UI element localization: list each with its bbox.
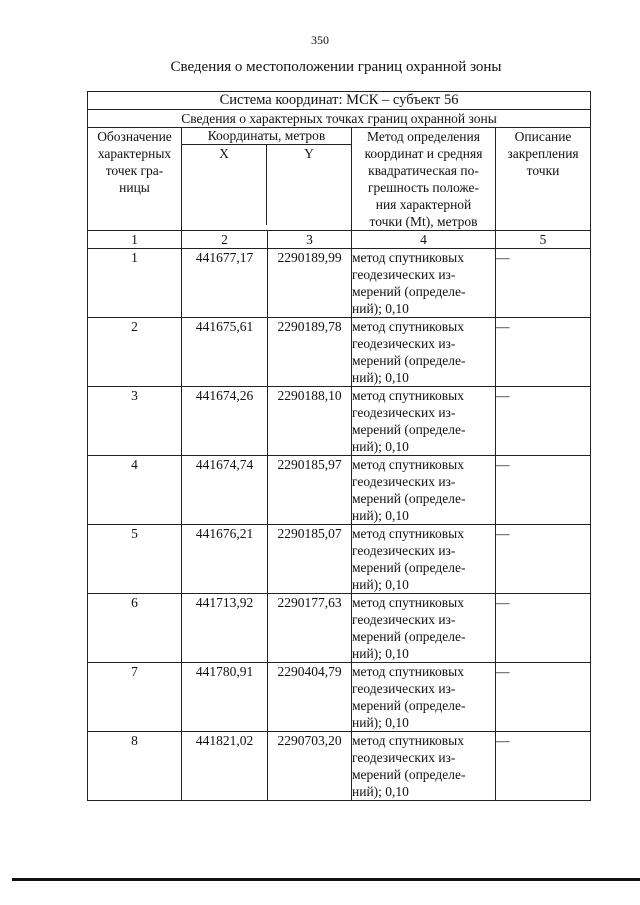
points-info-row [88,110,591,128]
method-header-line: квадратическая по- [368,163,479,178]
point-number-cell: 7 [88,663,182,732]
method-line: геодезических из- [352,750,456,765]
y-coordinate-cell: 2290189,99 [268,249,352,318]
description-cell: — [496,318,591,387]
coordinate-system-label: Система координат: МСК – субъект 56 [88,92,591,110]
method-line: мерений (определе- [352,353,466,368]
y-coordinate-cell: 2290404,79 [268,663,352,732]
description-cell: — [496,732,591,801]
method-line: метод спутниковых [352,319,464,334]
y-coordinate-cell: 2290185,07 [268,525,352,594]
x-header: X [182,145,267,225]
x-coordinate-cell: 441674,74 [182,456,268,525]
method-line: ний); 0,10 [352,577,409,592]
points-info-label: Сведения о характерных точках границ охранной зоны [88,110,591,128]
y-coordinate-cell: 2290185,97 [268,456,352,525]
description-cell: — [496,525,591,594]
method-header [352,128,496,231]
point-number-cell: 6 [88,594,182,663]
x-coordinate-cell: 441674,26 [182,387,268,456]
y-header: Y [304,146,314,161]
method-line: геодезических из- [352,405,456,420]
method-line: ний); 0,10 [352,784,409,799]
table-row [88,387,591,456]
method-line: ний); 0,10 [352,646,409,661]
designation-header-line: характерных [97,146,172,161]
table-row [88,732,591,801]
method-line: геодезических из- [352,543,456,558]
y-coordinate-cell: 2290189,78 [268,318,352,387]
column-numbers-row [88,231,591,249]
method-line: ний); 0,10 [352,715,409,730]
coordinates-header [182,128,352,231]
method-line: метод спутниковых [352,388,464,403]
document-title: Сведения о местоположении границ охранной зоны [170,59,502,75]
method-line: метод спутниковых [352,733,464,748]
y-coordinate-cell: 2290703,20 [268,732,352,801]
page-number: 350 [311,33,329,47]
table-header-row [88,128,591,231]
method-cell [352,732,496,801]
method-header-line: ния характерной [375,197,472,212]
method-line: мерений (определе- [352,698,466,713]
boundary-points-table [87,91,591,801]
method-line: ний); 0,10 [352,439,409,454]
description-cell: — [496,456,591,525]
y-coordinate-cell: 2290188,10 [268,387,352,456]
method-line: ний); 0,10 [352,301,409,316]
method-line: метод спутниковых [352,664,464,679]
method-line: геодезических из- [352,681,456,696]
method-line: геодезических из- [352,336,456,351]
method-cell [352,318,496,387]
method-line: мерений (определе- [352,767,466,782]
x-coordinate-cell: 441675,61 [182,318,268,387]
designation-header-line: ницы [119,180,150,195]
description-cell: — [496,387,591,456]
method-header-line: координат и средняя [364,146,483,161]
method-header-line: грешность положе- [368,180,479,195]
table-row [88,249,591,318]
designation-header-line: точек гра- [105,163,164,178]
method-cell [352,456,496,525]
column-number: 1 [88,231,182,249]
method-cell [352,525,496,594]
method-header-line: Метод определения [367,129,480,144]
description-header [496,128,591,231]
column-number: 2 [182,231,268,249]
method-line: геодезических из- [352,474,456,489]
table-row [88,525,591,594]
method-line: геодезических из- [352,612,456,627]
method-cell [352,387,496,456]
designation-header-line: Обозначение [97,129,172,144]
method-line: мерений (определе- [352,560,466,575]
method-line: мерений (определе- [352,629,466,644]
method-line: мерений (определе- [352,284,466,299]
bottom-rule [12,878,640,881]
method-cell [352,663,496,732]
x-coordinate-cell: 441676,21 [182,525,268,594]
method-cell [352,249,496,318]
x-coordinate-cell: 441677,17 [182,249,268,318]
method-line: метод спутниковых [352,250,464,265]
method-header-line: точки (Mt), метров [369,214,478,229]
method-line: метод спутниковых [352,526,464,541]
description-header-line: закрепления [507,146,579,161]
description-cell: — [496,249,591,318]
x-coordinate-cell: 441821,02 [182,732,268,801]
point-number-cell: 1 [88,249,182,318]
method-line: метод спутниковых [352,457,464,472]
point-number-cell: 3 [88,387,182,456]
column-number: 4 [352,231,496,249]
description-cell: — [496,663,591,732]
method-line: метод спутниковых [352,595,464,610]
description-header-line: Описание [514,129,572,144]
coordinates-header-label: Координаты, метров [182,128,351,145]
column-number: 5 [496,231,591,249]
method-line: мерений (определе- [352,491,466,506]
x-coordinate-cell: 441713,92 [182,594,268,663]
x-coordinate-cell: 441780,91 [182,663,268,732]
point-number-cell: 2 [88,318,182,387]
point-number-cell: 5 [88,525,182,594]
method-line: мерений (определе- [352,422,466,437]
method-line: ний); 0,10 [352,508,409,523]
table-row [88,456,591,525]
method-line: ний); 0,10 [352,370,409,385]
point-number-cell: 8 [88,732,182,801]
column-number: 3 [268,231,352,249]
table-row [88,663,591,732]
method-line: геодезических из- [352,267,456,282]
table-row [88,594,591,663]
coordinate-system-row [88,92,591,110]
point-number-cell: 4 [88,456,182,525]
designation-header [88,128,182,231]
y-coordinate-cell: 2290177,63 [268,594,352,663]
table-row [88,318,591,387]
xy-subheader [182,145,351,225]
description-cell: — [496,594,591,663]
method-cell [352,594,496,663]
description-header-line: точки [526,163,560,178]
